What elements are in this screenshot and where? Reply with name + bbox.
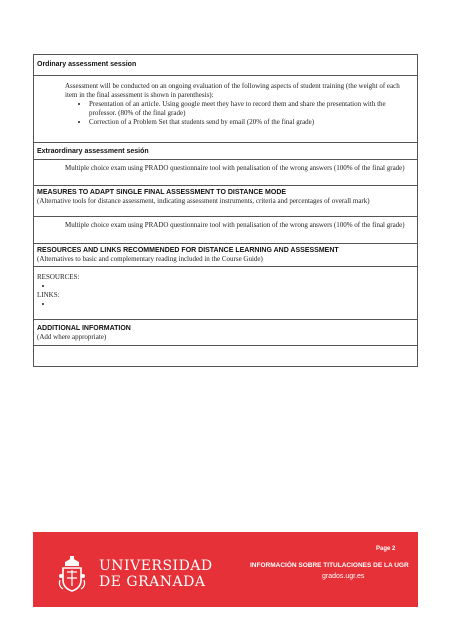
footer-info: INFORMACIÓN SOBRE TITULACIONES DE LA UGR [250, 562, 409, 569]
ordinary-title: Ordinary assessment session [37, 61, 137, 68]
extraordinary-header-row [34, 143, 417, 160]
ordinary-items-list [37, 100, 414, 127]
additional-title: ADDITIONAL INFORMATION [37, 325, 131, 332]
links-bullet [53, 300, 414, 309]
additional-header-row [34, 320, 417, 346]
ugr-crest-icon [57, 556, 87, 592]
university-name-line1: UNIVERSIDAD [99, 558, 213, 574]
ordinary-header-row [34, 55, 417, 76]
measures-content-row [34, 217, 417, 244]
resources-bullet [53, 282, 414, 291]
page-number: Page 2 [376, 546, 396, 552]
ordinary-item: • Correction of a Problem Set that students send by email (20% of the final grade) [89, 118, 410, 127]
ordinary-item: • Presentation of an article. Using google meet they have to record them and share the presentation with the professor. (80% of the final grade) [89, 100, 410, 118]
university-name-line2: DE GRANADA [99, 574, 206, 590]
resources-label: RESOURCES: [37, 273, 80, 281]
measures-subtitle: (Alternative tools for distance assessment, indicating assessment instruments, criteria and percentages of overall mark) [37, 197, 370, 205]
footer-url[interactable]: grados.ugr.es [322, 573, 365, 580]
links-list [37, 300, 414, 309]
resources-list [37, 282, 414, 291]
ordinary-intro: Assessment will be conducted on an ongoing evaluation of the following aspects of student training (the weight of each item in the final assessment is shown in parenthesis): [65, 82, 400, 99]
extraordinary-title: Extraordinary assessment sesión [37, 148, 149, 155]
measures-header-row [34, 186, 417, 217]
resources-subtitle: (Alternatives to basic and complementary reading included in the Course Guide) [37, 255, 263, 263]
measures-title: MEASURES TO ADAPT SINGLE FINAL ASSESSMENT TO DISTANCE MODE [37, 189, 287, 196]
measures-text: Multiple choice exam using PRADO questionnaire tool with penalisation of the wrong answers (100% of the final grade) [65, 221, 405, 229]
links-label: LINKS: [37, 291, 60, 299]
resources-content-row [34, 267, 417, 320]
footer-banner [33, 532, 418, 607]
resources-header-row [34, 244, 417, 267]
additional-subtitle: (Add where appropriate) [37, 333, 107, 341]
assessment-table [33, 54, 418, 367]
ordinary-content-row [34, 76, 417, 143]
extraordinary-content-row [34, 160, 417, 186]
resources-title: RESOURCES AND LINKS RECOMMENDED FOR DISTANCE LEARNING AND ASSESSMENT [37, 247, 339, 254]
additional-content-row [34, 346, 417, 366]
extraordinary-text: Multiple choice exam using PRADO questionnaire tool with penalisation of the wrong answers (100% of the final grade) [65, 164, 405, 172]
